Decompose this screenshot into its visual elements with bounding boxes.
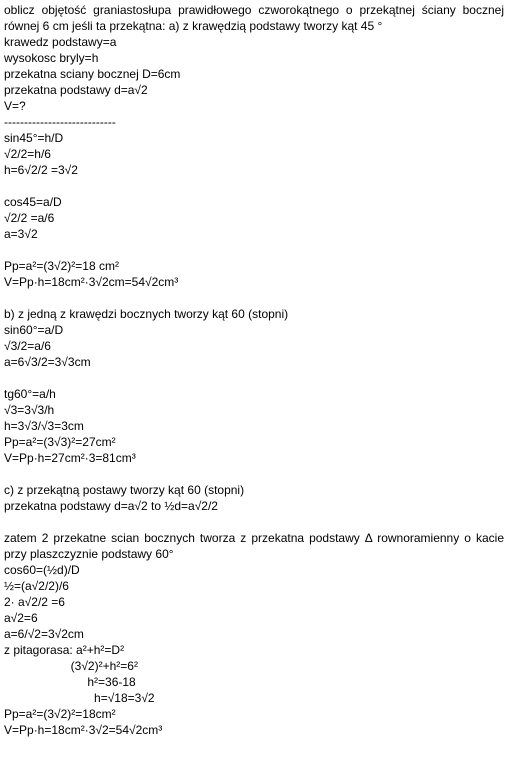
- part-c-line-10: (3√2)²+h²=6²: [4, 659, 138, 673]
- definition-base-edge: krawedz podstawy=a: [4, 35, 117, 49]
- part-a-line-2: √2/2=h/6: [4, 147, 51, 161]
- part-c-heading: c) z przekątną postawy tworzy kąt 60 (stopni): [4, 483, 245, 497]
- part-a-line-6: a=3√2: [4, 227, 38, 241]
- part-c-line-1: przekatna podstawy d=a√2 to ½d=a√2/2: [4, 499, 218, 513]
- part-c-line-11: h²=36-18: [4, 675, 136, 689]
- part-c-line-3: przy plaszczyznie podstawy 60°: [4, 547, 174, 561]
- part-c-line-9: z pitagorasa: a²+h²=D²: [4, 643, 125, 657]
- separator-line: ----------------------------: [4, 115, 116, 129]
- blank-line: [4, 178, 504, 194]
- part-b-line-3: a=6√3/2=3√3cm: [4, 355, 91, 369]
- blank-line: [4, 514, 504, 530]
- part-c-line-14: V=Pp·h=18cm²·3√2=54√2cm³: [4, 723, 163, 737]
- part-b-line-6: h=3√3/√3=3cm: [4, 419, 84, 433]
- part-c-line-13: Pp=a²=(3√2)²=18cm²: [4, 707, 116, 721]
- blank-line: [4, 466, 504, 482]
- solution-document: [4, 2, 504, 738]
- part-c-line-8: a=6/√2=3√2cm: [4, 627, 84, 641]
- part-b-heading: b) z jedną z krawędzi bocznych tworzy kąt 60 (stopni): [4, 307, 289, 321]
- part-a-line-3: h=6√2/2 =3√2: [4, 163, 78, 177]
- definition-height: wysokosc bryly=h: [4, 51, 99, 65]
- blank-line: [4, 290, 504, 306]
- question-volume: V=?: [4, 99, 26, 113]
- problem-statement-line-1: oblicz objętość graniastosłupa prawidłowego czworokątnego o przekątnej ściany bocznej: [4, 3, 504, 17]
- problem-statement-line-2: równej 6 cm jeśli ta przekątna: a) z krawędzią podstawy tworzy kąt 45 °: [4, 19, 383, 33]
- part-b-line-8: V=Pp·h=27cm²·3=81cm³: [4, 451, 136, 465]
- part-b-line-2: √3/2=a/6: [4, 339, 51, 353]
- part-a-line-1: sin45°=h/D: [4, 131, 64, 145]
- part-c-line-4: cos60=(½d)/D: [4, 563, 80, 577]
- part-a-line-7: Pp=a²=(3√2)²=18 cm²: [4, 259, 119, 273]
- definition-base-diagonal: przekatna podstawy d=a√2: [4, 83, 148, 97]
- part-b-line-7: Pp=a²=(3√3)²=27cm²: [4, 435, 116, 449]
- part-a-line-5: √2/2 =a/6: [4, 211, 55, 225]
- part-a-line-8: V=Pp·h=18cm²·3√2cm=54√2cm³: [4, 275, 179, 289]
- part-c-line-6: 2· a√2/2 =6: [4, 595, 65, 609]
- part-c-line-2: zatem 2 przekatne scian bocznych tworza z przekatna podstawy Δ rownoramienny o kacie: [4, 531, 504, 545]
- part-c-line-12: h=√18=3√2: [4, 691, 155, 705]
- part-b-line-4: tg60°=a/h: [4, 387, 56, 401]
- blank-line: [4, 242, 504, 258]
- part-b-line-5: √3=3√3/h: [4, 403, 55, 417]
- part-c-line-5: ½=(a√2/2)/6: [4, 579, 69, 593]
- blank-line: [4, 370, 504, 386]
- part-a-line-4: cos45=a/D: [4, 195, 62, 209]
- part-b-line-1: sin60°=a/D: [4, 323, 64, 337]
- definition-face-diagonal: przekatna sciany bocznej D=6cm: [4, 67, 181, 81]
- part-c-line-7: a√2=6: [4, 611, 38, 625]
